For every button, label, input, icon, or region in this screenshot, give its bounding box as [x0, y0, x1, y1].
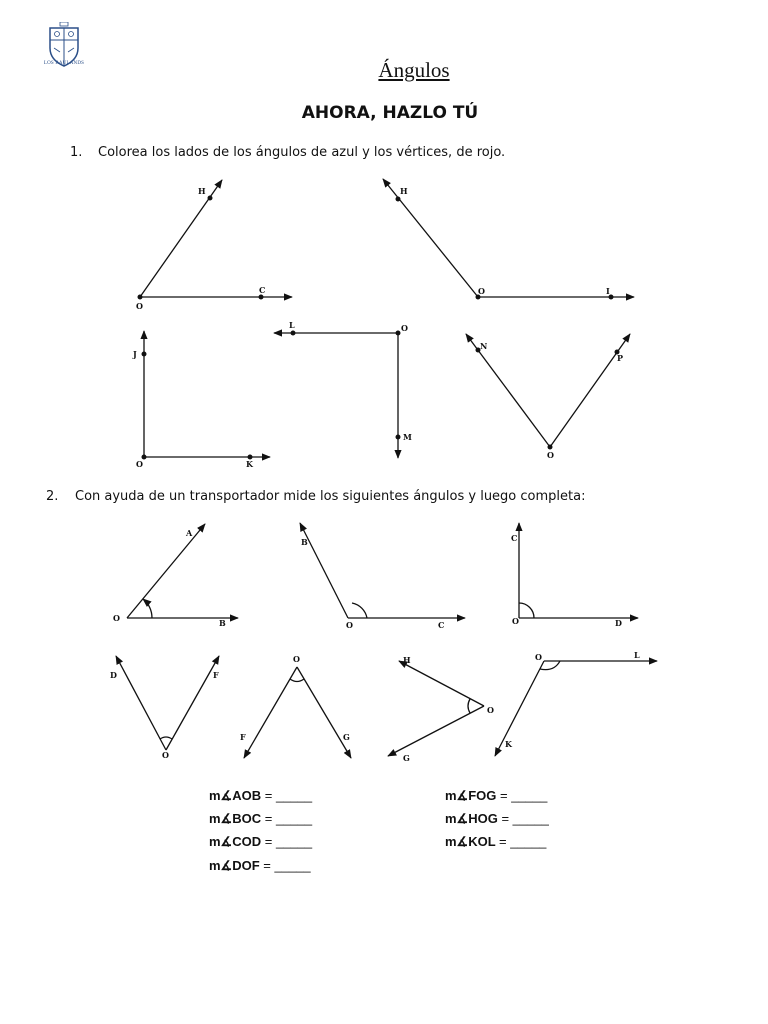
- angle-COD: [519, 523, 638, 618]
- answer-HOG: [445, 811, 549, 827]
- page-subtitle: AHORA, HAZLO TÚ: [301, 103, 479, 123]
- answer-blank[interactable]: = _____: [263, 858, 311, 873]
- point-label: O: [401, 323, 408, 333]
- answer-blank[interactable]: = _____: [501, 811, 549, 826]
- point-label: O: [136, 459, 143, 469]
- point-label: B: [219, 618, 226, 628]
- angle-HOG: [388, 661, 484, 756]
- answer-BOC: [209, 811, 312, 827]
- point-label: O: [535, 652, 542, 662]
- answer-COD: [209, 834, 312, 850]
- point-label: O: [512, 616, 519, 626]
- point-label: O: [547, 450, 554, 460]
- answer-KOL: [445, 834, 546, 850]
- answer-label: m∡BOC: [209, 811, 262, 826]
- answer-AOB: [209, 788, 312, 804]
- point-label: B: [301, 537, 308, 547]
- angle-FOG: [244, 667, 351, 758]
- point-label: F: [240, 732, 246, 742]
- point-label: O: [113, 613, 120, 623]
- point-label: C: [511, 533, 518, 543]
- point-label: O: [478, 286, 485, 296]
- angle-HOI: [383, 179, 634, 297]
- point-label: O: [136, 301, 143, 311]
- answer-blank[interactable]: = _____: [264, 811, 313, 826]
- angle-HOC: [140, 180, 292, 297]
- point-label: O: [162, 750, 169, 760]
- logo-text: LOS RAULANDS: [43, 61, 85, 66]
- point-label: C: [438, 620, 445, 630]
- point-label: L: [634, 650, 640, 660]
- point-label: G: [403, 753, 410, 763]
- answer-DOF: [209, 858, 311, 874]
- point-label: H: [403, 655, 411, 665]
- point-label: A: [186, 528, 193, 538]
- point-label: C: [259, 285, 266, 295]
- instruction-text: Colorea los lados de los ángulos de azul y los vértices, de rojo.: [98, 145, 506, 160]
- point-label: G: [343, 732, 350, 742]
- page-title: Ángulos: [378, 58, 450, 82]
- answer-label: m∡COD: [209, 834, 262, 849]
- answer-label: m∡FOG: [445, 788, 497, 803]
- answer-label: m∡AOB: [209, 788, 262, 803]
- point-label: L: [289, 320, 295, 330]
- answer-label: m∡KOL: [445, 834, 496, 849]
- point-label: N: [480, 341, 488, 351]
- point-label: H: [400, 186, 408, 196]
- answer-label: m∡HOG: [445, 811, 498, 826]
- answer-blank[interactable]: = _____: [500, 788, 548, 803]
- angle-NOP: [466, 334, 630, 447]
- angle-BOC: [300, 523, 465, 618]
- angle-DOF: [116, 656, 219, 750]
- instruction-number: 1.: [70, 145, 83, 160]
- point-label: O: [293, 654, 300, 664]
- point-label: D: [615, 618, 622, 628]
- point-label: D: [110, 670, 117, 680]
- angle-AOB: [127, 524, 238, 618]
- point-label: O: [346, 620, 353, 630]
- point-label: P: [617, 353, 624, 363]
- instruction-text: Con ayuda de un transportador mide los siguientes ángulos y luego completa:: [75, 489, 586, 504]
- answer-blank[interactable]: = _____: [264, 834, 313, 849]
- answer-blank[interactable]: = _____: [499, 834, 547, 849]
- point-label: M: [403, 432, 412, 442]
- answer-label: m∡DOF: [209, 858, 260, 873]
- answer-FOG: [445, 788, 547, 804]
- point-label: J: [133, 349, 137, 359]
- point-label: O: [487, 705, 494, 715]
- answer-blank[interactable]: = _____: [264, 788, 313, 803]
- angle-LOM: [274, 333, 398, 458]
- point-label: F: [213, 670, 219, 680]
- angle-KOL: [495, 661, 657, 756]
- point-label: H: [198, 186, 206, 196]
- point-label: I: [606, 286, 610, 296]
- instruction-number: 2.: [46, 489, 59, 504]
- angle-JOK: [144, 331, 270, 457]
- point-label: K: [505, 739, 512, 749]
- point-label: K: [246, 459, 253, 469]
